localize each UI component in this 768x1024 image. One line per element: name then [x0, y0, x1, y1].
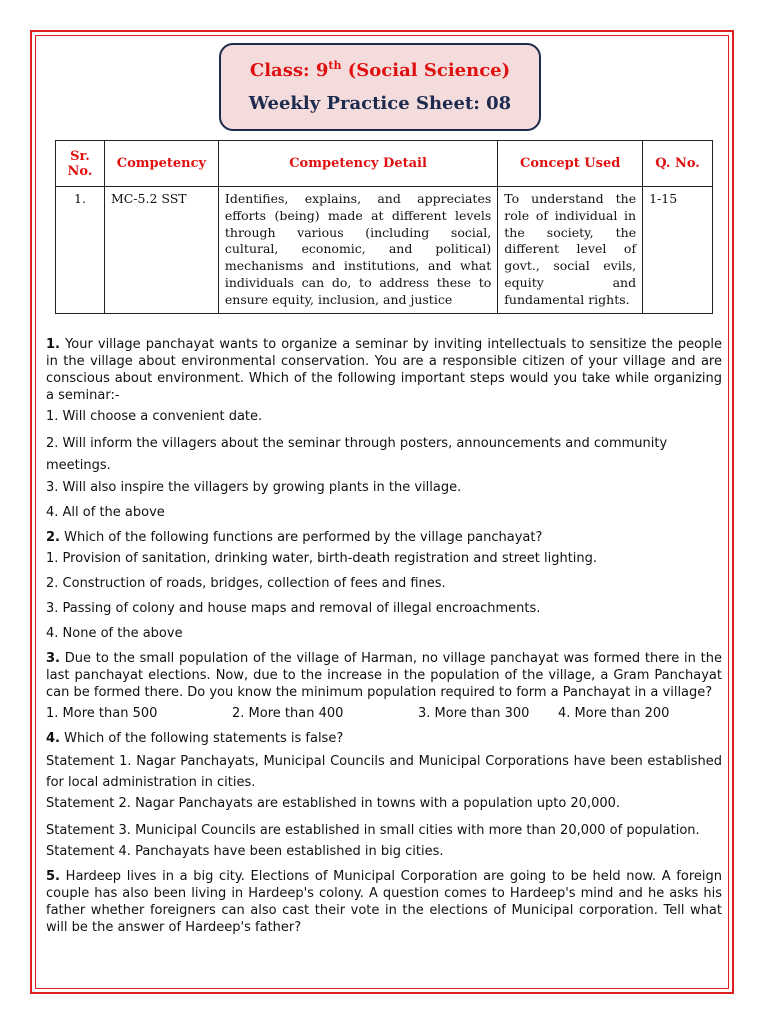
- header-concept-used: Concept Used: [498, 141, 643, 187]
- cell-detail: Identifies, explains, and appreciates efforts (being) made at different levels through various (including social, cultural, economic, and political) mechanisms and institutions, and what individuals can do, to address these to ensure equity, inclusion, and justice: [218, 187, 497, 314]
- q2-option-3: 3. Passing of colony and house maps and removal of illegal encroachments.: [46, 601, 541, 616]
- question-5: 5. Hardeep lives in a big city. Elections of Municipal Corporation are going to be held now. A foreign couple has also been living in Hardeep's colony. A question comes to Hardeep's mind and he asks his father whether foreigners can also cast their vote in the elections of Municipal corporation. Tell what will be the answer of Hardeep's father?: [46, 869, 722, 935]
- question-3: 3. Due to the small population of the village of Harman, no village panchayat was formed there in the last panchayat elections. Now, due to the increase in the population of the village, a Gram Panchayat can be formed there. Do you know the minimum population required to form a Panchayat in a village?: [46, 651, 723, 700]
- question-1: 1. Your village panchayat wants to organize a seminar by inviting intellectuals to sensitize the people in the village about environmental conservation. You are a responsible citizen of your village and are conscious about environment. Which of the following important steps would you take while organizing a seminar:-: [46, 337, 722, 403]
- sheet-title: Weekly Practice Sheet: 08: [248, 93, 512, 114]
- q1-option-1: 1. Will choose a convenient date.: [46, 409, 263, 424]
- question-2: 2. Which of the following functions are performed by the village panchayat?: [46, 530, 543, 545]
- questions-content: [46, 336, 722, 940]
- class-title: Class: 9th (Social Science): [249, 59, 511, 81]
- q3-option-2: 2. More than 400: [232, 706, 344, 721]
- cell-competency: MC-5.2 SST: [104, 187, 218, 314]
- q2-option-2: 2. Construction of roads, bridges, collection of fees and fines.: [46, 576, 446, 591]
- q3-option-1: 1. More than 500: [46, 706, 158, 721]
- q2-option-1: 1. Provision of sanitation, drinking water, birth-death registration and street lighting.: [46, 551, 598, 566]
- table-row: [56, 187, 713, 314]
- cell-sr: 1.: [56, 187, 105, 314]
- title-box: [219, 43, 541, 131]
- q3-options: [46, 705, 722, 722]
- q4-statement-4: Statement 4. Panchayats have been established in big cities.: [46, 844, 444, 859]
- header-competency: Competency: [104, 141, 218, 187]
- header-sr-no: Sr. No.: [56, 141, 105, 187]
- header-competency-detail: Competency Detail: [218, 141, 497, 187]
- cell-concept: To understand the role of individual in the society, the different level of govt., social evils, equity and fundamental rights.: [498, 187, 643, 314]
- q4-statement-2: Statement 2. Nagar Panchayats are established in towns with a population upto 20,000.: [46, 796, 621, 811]
- q2-option-4: 4. None of the above: [46, 626, 183, 641]
- competency-table: [55, 140, 713, 314]
- q4-statement-1: Statement 1. Nagar Panchayats, Municipal Councils and Municipal Corporations have been established for local administration in cities.: [46, 754, 722, 790]
- cell-qno: 1-15: [643, 187, 713, 314]
- q3-option-4: 4. More than 200: [558, 706, 670, 721]
- q1-option-4: 4. All of the above: [46, 505, 165, 520]
- header-q-no: Q. No.: [643, 141, 713, 187]
- question-4: 4. Which of the following statements is false?: [46, 731, 344, 746]
- q4-statement-3: Statement 3. Municipal Councils are established in small cities with more than 20,000 of population.: [46, 823, 700, 838]
- q1-option-3: 3. Will also inspire the villagers by growing plants in the village.: [46, 480, 462, 495]
- q3-option-3: 3. More than 300: [418, 706, 530, 721]
- table-header-row: [56, 141, 713, 187]
- q1-option-2: 2. Will inform the villagers about the seminar through posters, announcements and community meetings.: [46, 436, 668, 473]
